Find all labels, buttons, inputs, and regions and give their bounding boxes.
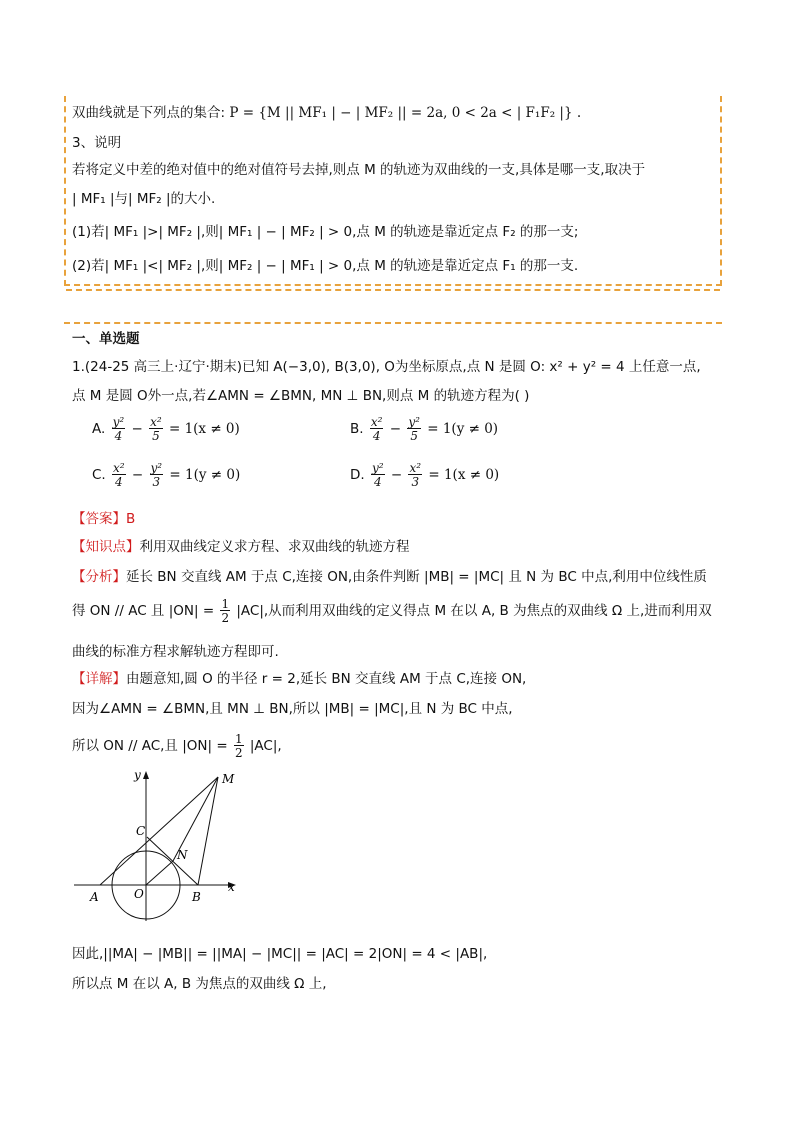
box-item-1: (1)若| MF₁ |>| MF₂ |,则| MF₁ | − | MF₂ | > 0,点 M 的轨迹是靠近定点 F₂ 的那一支;: [72, 224, 579, 240]
label-y: y: [134, 768, 141, 782]
question-line-2: 点 M 是圆 O外一点,若∠AMN = ∠BMN, MN ⊥ BN,则点 M 的轨迹方程为( ): [72, 388, 530, 404]
label-a: A: [90, 890, 99, 904]
label-n: N: [177, 848, 188, 862]
analysis-line-3: 曲线的标准方程求解轨迹方程即可.: [72, 644, 279, 660]
answer-value: B: [126, 511, 136, 527]
option-b[interactable]: B. $\frac{\text{x²}}{4}$ − $\frac{\text{y²}}{5}$ = 1(y ≠ 0): [350, 415, 499, 443]
box-line-3: 若将定义中差的绝对值中的绝对值符号去掉,则点 M 的轨迹为双曲线的一支,具体是哪一支,取决于: [72, 162, 646, 178]
label-m: M: [222, 772, 235, 786]
box-heading: 3、说明: [72, 135, 122, 151]
geometry-figure: [70, 765, 250, 925]
set-definition-formula: P = {M || MF₁ | − | MF₂ || = 2a, 0 < 2a < | F₁F₂ |} .: [229, 105, 582, 121]
answer-line: 【答案】B: [72, 511, 136, 527]
section-title: 一、单选题: [72, 331, 140, 347]
analysis-line-2: 得 ON // AC 且 |ON| = $\frac{1}{2}$ |AC|,从而利用双曲线的定义得点 M 在以 A, B 为焦点的双曲线 Ω 上,进而利用双: [72, 597, 712, 625]
y-axis-arrow: [143, 771, 149, 779]
detail-line-1: 【详解】由题意知,圆 O 的半径 r = 2,延长 BN 交直线 AM 于点 C,连接 ON,: [72, 671, 527, 687]
analysis-line-1: 【分析】延长 BN 交直线 AM 于点 C,连接 ON,由条件判断 |MB| = |MC| 且 N 为 BC 中点,利用中位线性质: [72, 569, 707, 585]
section-divider: [64, 322, 722, 324]
option-d[interactable]: D. $\frac{\text{y²}}{4}$ − $\frac{\text{x²}}{3}$ = 1(x ≠ 0): [350, 461, 500, 489]
box-line-4: | MF₁ |与| MF₂ |的大小.: [72, 191, 216, 207]
option-c[interactable]: C. $\frac{\text{x²}}{4}$ − $\frac{\text{y²}}{3}$ = 1(y ≠ 0): [92, 461, 241, 489]
half-fraction: $\frac{1}{2}$: [221, 597, 230, 625]
label-x: x: [228, 880, 235, 894]
detail-line-3: 所以 ON // AC,且 |ON| = $\frac{1}{2}$ |AC|,: [72, 732, 282, 760]
box-item-2: (2)若| MF₁ |<| MF₂ |,则| MF₂ | − | MF₁ | > 0,点 M 的轨迹是靠近定点 F₁ 的那一支.: [72, 258, 579, 274]
knowledge-line: 【知识点】利用双曲线定义求方程、求双曲线的轨迹方程: [72, 539, 410, 555]
detail-line-5: 所以点 M 在以 A, B 为焦点的双曲线 Ω 上,: [72, 976, 327, 992]
question-line-1: 1.(24-25 高三上·辽宁·期末)已知 A(−3,0), B(3,0), O为坐标原点,点 N 是圆 O: x² + y² = 4 上任意一点,: [72, 359, 701, 375]
label-b: B: [192, 890, 201, 904]
option-a[interactable]: A. $\frac{\text{y²}}{4}$ − $\frac{\text{x²}}{5}$ = 1(x ≠ 0): [92, 415, 240, 443]
detail-line-4: 因此,||MA| − |MB|| = ||MA| − |MC|| = |AC| = 2|ON| = 4 < |AB|,: [72, 946, 488, 962]
detail-line-2: 因为∠AMN = ∠BMN,且 MN ⊥ BN,所以 |MB| = |MC|,且 N 为 BC 中点,: [72, 701, 513, 717]
line-on: [146, 861, 173, 885]
line-am: [100, 777, 218, 885]
box-line-1: 双曲线就是下列点的集合: P = {M || MF₁ | − | MF₂ || = 2a, 0 < 2a < | F₁F₂ |} .: [72, 105, 582, 121]
label-c: C: [136, 824, 146, 838]
label-o: O: [134, 887, 144, 901]
